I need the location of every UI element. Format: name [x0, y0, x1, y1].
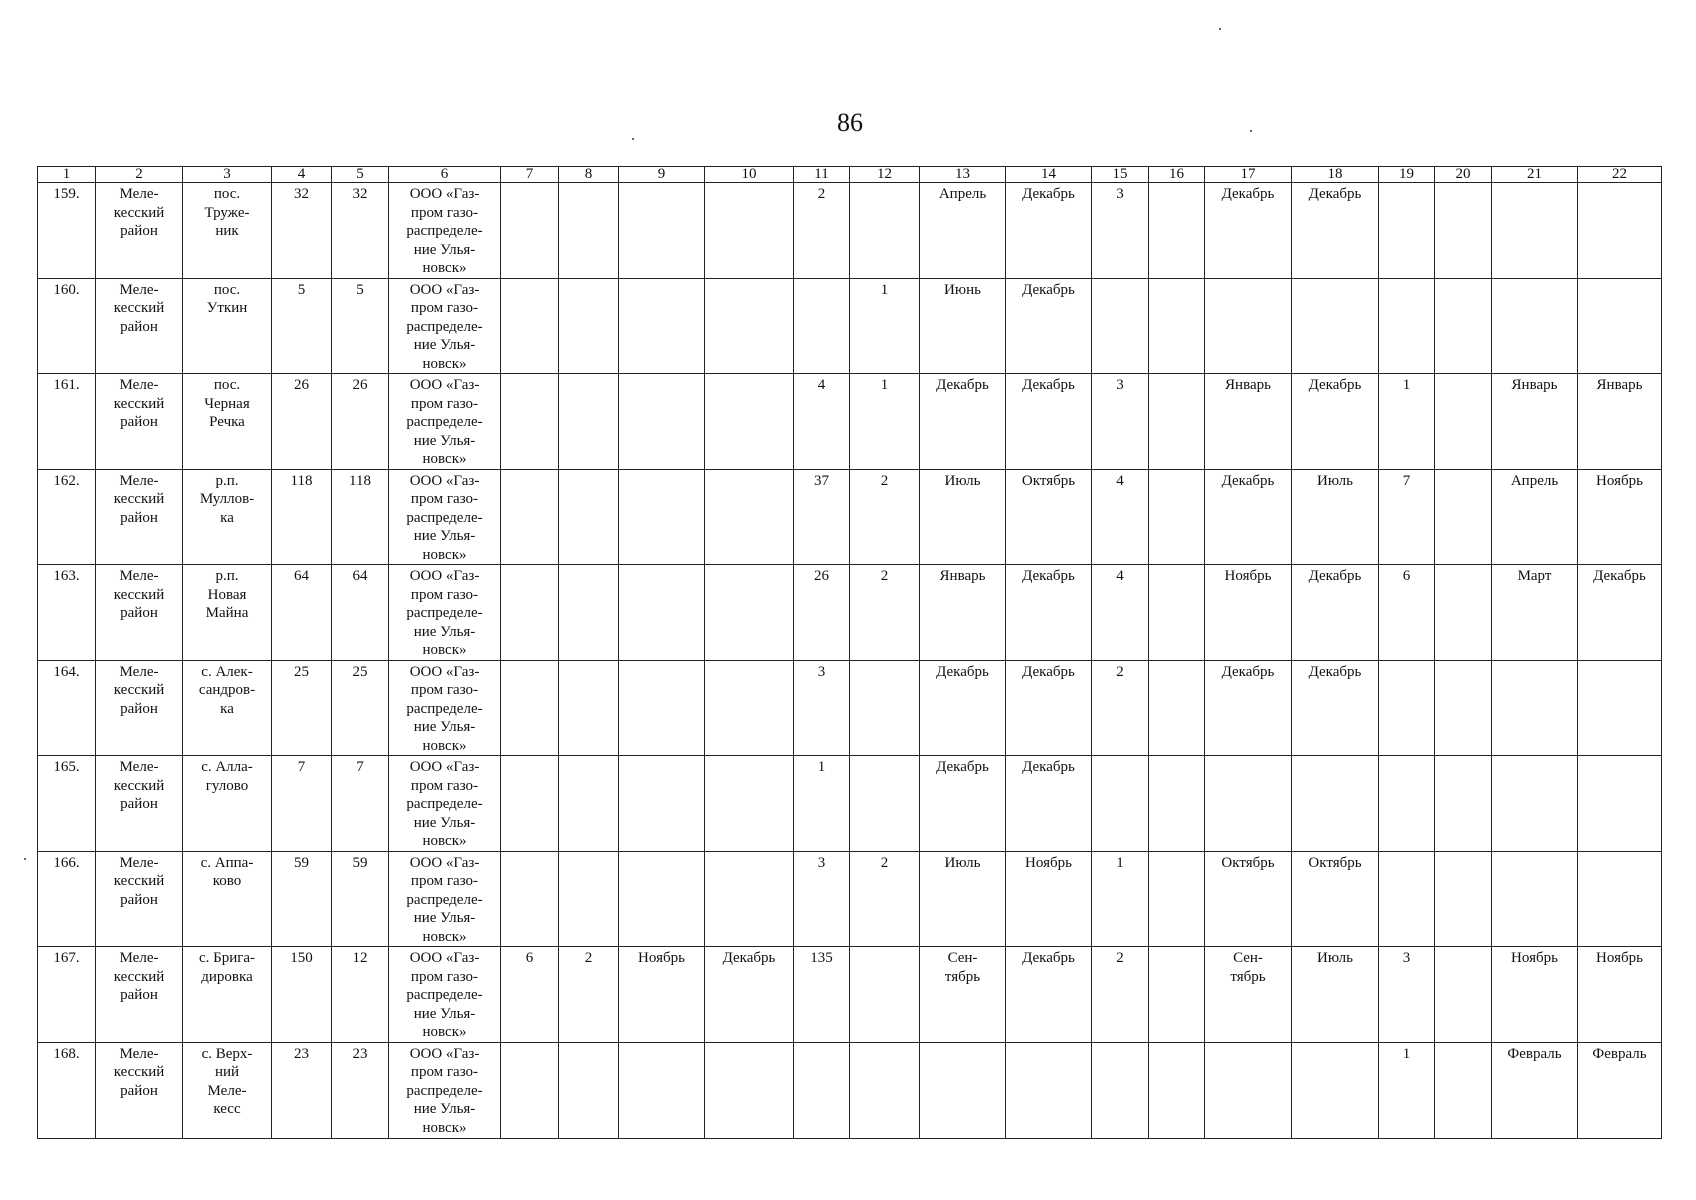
- table-cell-col-20: [1435, 947, 1492, 1043]
- table-cell-col-20: [1435, 565, 1492, 661]
- table-cell-col-16: [1149, 947, 1205, 1043]
- table-cell-col-14: Декабрь: [1006, 660, 1092, 756]
- table-cell-col-9: [619, 565, 705, 661]
- table-cell-col-1: 159.: [38, 183, 96, 279]
- table-cell-col-13: Июль: [920, 469, 1006, 565]
- table-cell-col-21: [1492, 851, 1578, 947]
- col-header-4: 4: [272, 167, 332, 183]
- table-cell-col-12: [850, 756, 920, 852]
- table-cell-col-1: 167.: [38, 947, 96, 1043]
- table-cell-col-14: Ноябрь: [1006, 851, 1092, 947]
- table-cell-col-20: [1435, 183, 1492, 279]
- table-cell-col-15: 3: [1092, 183, 1149, 279]
- col-header-6: 6: [389, 167, 501, 183]
- table-cell-col-10: [705, 183, 794, 279]
- table-cell-col-13: Июнь: [920, 278, 1006, 374]
- table-cell-col-20: [1435, 756, 1492, 852]
- col-header-21: 21: [1492, 167, 1578, 183]
- table-cell-col-15: [1092, 278, 1149, 374]
- col-header-2: 2: [96, 167, 183, 183]
- table-cell-col-10: [705, 278, 794, 374]
- table-cell-col-1: 162.: [38, 469, 96, 565]
- table-cell-col-9: [619, 183, 705, 279]
- table-row: [38, 469, 1662, 565]
- table-cell-col-17: Декабрь: [1205, 660, 1292, 756]
- table-cell-col-22: [1578, 851, 1662, 947]
- table-cell-col-5: 23: [332, 1042, 389, 1138]
- table-cell-col-22: Январь: [1578, 374, 1662, 470]
- table-cell-col-1: 160.: [38, 278, 96, 374]
- table-cell-col-21: [1492, 278, 1578, 374]
- table-cell-col-19: 1: [1379, 1042, 1435, 1138]
- table-row: [38, 1042, 1662, 1138]
- table-cell-col-4: 59: [272, 851, 332, 947]
- table-cell-col-3: с. Алла- гулово: [183, 756, 272, 852]
- table-cell-col-7: [501, 1042, 559, 1138]
- table-cell-col-19: [1379, 756, 1435, 852]
- table-cell-col-5: 12: [332, 947, 389, 1043]
- table-cell-col-8: [559, 1042, 619, 1138]
- table-cell-col-9: [619, 851, 705, 947]
- table-cell-col-17: [1205, 278, 1292, 374]
- table-cell-col-8: [559, 278, 619, 374]
- col-header-20: 20: [1435, 167, 1492, 183]
- scan-speck: [632, 138, 634, 140]
- table-cell-col-18: [1292, 278, 1379, 374]
- table-cell-col-4: 5: [272, 278, 332, 374]
- table-cell-col-2: Меле- кесский район: [96, 374, 183, 470]
- table-cell-col-11: [794, 1042, 850, 1138]
- table-cell-col-21: [1492, 183, 1578, 279]
- table-cell-col-5: 7: [332, 756, 389, 852]
- table-cell-col-5: 5: [332, 278, 389, 374]
- table-cell-col-17: [1205, 756, 1292, 852]
- table-cell-col-5: 25: [332, 660, 389, 756]
- table-row: [38, 947, 1662, 1043]
- page-number: 86: [837, 108, 863, 137]
- table-cell-col-2: Меле- кесский район: [96, 565, 183, 661]
- table-cell-col-12: 2: [850, 565, 920, 661]
- table-cell-col-4: 26: [272, 374, 332, 470]
- table-cell-col-3: с. Бригa- дировка: [183, 947, 272, 1043]
- table-cell-col-13: Декабрь: [920, 374, 1006, 470]
- table-cell-col-6: ООО «Газ- пром газо- распределе- ние Улья- новск»: [389, 374, 501, 470]
- col-header-15: 15: [1092, 167, 1149, 183]
- table-cell-col-13: Декабрь: [920, 756, 1006, 852]
- table-row: [38, 565, 1662, 661]
- table-cell-col-13: Январь: [920, 565, 1006, 661]
- table-cell-col-19: [1379, 851, 1435, 947]
- table-cell-col-7: [501, 183, 559, 279]
- table-cell-col-14: Декабрь: [1006, 278, 1092, 374]
- table-cell-col-3: пос. Труже- ник: [183, 183, 272, 279]
- table-cell-col-12: [850, 183, 920, 279]
- table-cell-col-18: Декабрь: [1292, 183, 1379, 279]
- table-cell-col-6: ООО «Газ- пром газо- распределе- ние Улья- новск»: [389, 278, 501, 374]
- col-header-18: 18: [1292, 167, 1379, 183]
- table-cell-col-8: [559, 565, 619, 661]
- table-cell-col-11: [794, 278, 850, 374]
- table-cell-col-19: 3: [1379, 947, 1435, 1043]
- col-header-5: 5: [332, 167, 389, 183]
- table-cell-col-3: р.п. Новая Майна: [183, 565, 272, 661]
- table-cell-col-6: ООО «Газ- пром газо- распределе- ние Улья- новск»: [389, 1042, 501, 1138]
- table-cell-col-15: 2: [1092, 660, 1149, 756]
- table-cell-col-22: Ноябрь: [1578, 947, 1662, 1043]
- col-header-12: 12: [850, 167, 920, 183]
- scan-speck: [24, 858, 26, 860]
- table-cell-col-9: [619, 469, 705, 565]
- table-row: [38, 278, 1662, 374]
- table-cell-col-4: 25: [272, 660, 332, 756]
- table-cell-col-3: р.п. Муллов- ка: [183, 469, 272, 565]
- table-cell-col-14: Декабрь: [1006, 183, 1092, 279]
- table-cell-col-18: Декабрь: [1292, 565, 1379, 661]
- table-cell-col-17: Октябрь: [1205, 851, 1292, 947]
- table-cell-col-20: [1435, 374, 1492, 470]
- table-cell-col-5: 26: [332, 374, 389, 470]
- table-cell-col-20: [1435, 1042, 1492, 1138]
- table-cell-col-12: [850, 947, 920, 1043]
- table-cell-col-18: Июль: [1292, 947, 1379, 1043]
- table-cell-col-17: Декабрь: [1205, 469, 1292, 565]
- col-header-13: 13: [920, 167, 1006, 183]
- table-cell-col-19: [1379, 183, 1435, 279]
- table-cell-col-18: [1292, 756, 1379, 852]
- col-header-10: 10: [705, 167, 794, 183]
- table-cell-col-11: 1: [794, 756, 850, 852]
- table-cell-col-12: [850, 1042, 920, 1138]
- table-cell-col-8: [559, 660, 619, 756]
- table-cell-col-10: [705, 374, 794, 470]
- table-cell-col-17: Сен- тябрь: [1205, 947, 1292, 1043]
- table-cell-col-21: Январь: [1492, 374, 1578, 470]
- table-cell-col-18: [1292, 1042, 1379, 1138]
- table-cell-col-1: 161.: [38, 374, 96, 470]
- table-cell-col-7: [501, 565, 559, 661]
- table-cell-col-15: 1: [1092, 851, 1149, 947]
- table-cell-col-16: [1149, 1042, 1205, 1138]
- table-cell-col-13: Апрель: [920, 183, 1006, 279]
- table-cell-col-1: 164.: [38, 660, 96, 756]
- table-cell-col-21: Февраль: [1492, 1042, 1578, 1138]
- table-cell-col-3: с. Алек- сандров- ка: [183, 660, 272, 756]
- table-cell-col-9: Ноябрь: [619, 947, 705, 1043]
- table-row: [38, 183, 1662, 279]
- table-cell-col-10: [705, 469, 794, 565]
- table-cell-col-3: с. Верх- ний Меле- кесс: [183, 1042, 272, 1138]
- table-cell-col-15: 3: [1092, 374, 1149, 470]
- table-cell-col-4: 118: [272, 469, 332, 565]
- table-cell-col-16: [1149, 374, 1205, 470]
- col-header-19: 19: [1379, 167, 1435, 183]
- table-cell-col-8: [559, 851, 619, 947]
- header-row: [38, 167, 1662, 183]
- table-cell-col-10: [705, 660, 794, 756]
- table-cell-col-18: Октябрь: [1292, 851, 1379, 947]
- table-cell-col-11: 3: [794, 851, 850, 947]
- table-cell-col-20: [1435, 278, 1492, 374]
- table-cell-col-11: 135: [794, 947, 850, 1043]
- table-cell-col-6: ООО «Газ- пром газо- распределе- ние Улья- новск»: [389, 851, 501, 947]
- table-cell-col-12: 1: [850, 278, 920, 374]
- col-header-16: 16: [1149, 167, 1205, 183]
- scan-speck: [1250, 130, 1252, 132]
- table-row: [38, 851, 1662, 947]
- table-cell-col-6: ООО «Газ- пром газо- распределе- ние Улья- новск»: [389, 183, 501, 279]
- table-cell-col-6: ООО «Газ- пром газо- распределе- ние Улья- новск»: [389, 947, 501, 1043]
- col-header-8: 8: [559, 167, 619, 183]
- col-header-17: 17: [1205, 167, 1292, 183]
- table-cell-col-13: Июль: [920, 851, 1006, 947]
- table-cell-col-9: [619, 278, 705, 374]
- table-cell-col-14: Декабрь: [1006, 947, 1092, 1043]
- col-header-22: 22: [1578, 167, 1662, 183]
- table-cell-col-8: [559, 183, 619, 279]
- table-cell-col-4: 23: [272, 1042, 332, 1138]
- table-cell-col-6: ООО «Газ- пром газо- распределе- ние Улья- новск»: [389, 469, 501, 565]
- table-row: [38, 756, 1662, 852]
- table-cell-col-13: [920, 1042, 1006, 1138]
- table-cell-col-7: [501, 851, 559, 947]
- table-cell-col-18: Июль: [1292, 469, 1379, 565]
- table-cell-col-21: Апрель: [1492, 469, 1578, 565]
- table-cell-col-19: 1: [1379, 374, 1435, 470]
- col-header-9: 9: [619, 167, 705, 183]
- table-cell-col-2: Меле- кесский район: [96, 469, 183, 565]
- table-cell-col-3: пос. Уткин: [183, 278, 272, 374]
- table-cell-col-12: [850, 660, 920, 756]
- data-table: [37, 166, 1662, 1139]
- table-cell-col-20: [1435, 469, 1492, 565]
- table-cell-col-22: Декабрь: [1578, 565, 1662, 661]
- table-cell-col-9: [619, 756, 705, 852]
- table-cell-col-13: Сен- тябрь: [920, 947, 1006, 1043]
- table-cell-col-19: 6: [1379, 565, 1435, 661]
- table-cell-col-10: [705, 756, 794, 852]
- table-cell-col-1: 165.: [38, 756, 96, 852]
- table-cell-col-8: [559, 756, 619, 852]
- table-cell-col-11: 3: [794, 660, 850, 756]
- table-cell-col-18: Декабрь: [1292, 660, 1379, 756]
- table-cell-col-22: [1578, 756, 1662, 852]
- table-cell-col-14: Декабрь: [1006, 756, 1092, 852]
- table-cell-col-15: 2: [1092, 947, 1149, 1043]
- table-cell-col-2: Меле- кесский район: [96, 947, 183, 1043]
- table-cell-col-20: [1435, 660, 1492, 756]
- col-header-11: 11: [794, 167, 850, 183]
- table-cell-col-11: 26: [794, 565, 850, 661]
- table-cell-col-1: 168.: [38, 1042, 96, 1138]
- table-cell-col-20: [1435, 851, 1492, 947]
- col-header-3: 3: [183, 167, 272, 183]
- table-cell-col-11: 4: [794, 374, 850, 470]
- table-cell-col-2: Меле- кесский район: [96, 183, 183, 279]
- table-cell-col-13: Декабрь: [920, 660, 1006, 756]
- table-cell-col-10: [705, 851, 794, 947]
- table-cell-col-17: Ноябрь: [1205, 565, 1292, 661]
- table-cell-col-22: Ноябрь: [1578, 469, 1662, 565]
- table-cell-col-22: [1578, 183, 1662, 279]
- table-cell-col-17: Декабрь: [1205, 183, 1292, 279]
- table-cell-col-2: Меле- кесский район: [96, 278, 183, 374]
- table-cell-col-4: 32: [272, 183, 332, 279]
- table-cell-col-19: [1379, 278, 1435, 374]
- table-cell-col-22: [1578, 660, 1662, 756]
- table-cell-col-2: Меле- кесский район: [96, 851, 183, 947]
- table-cell-col-15: 4: [1092, 565, 1149, 661]
- table-cell-col-21: [1492, 660, 1578, 756]
- table-cell-col-5: 64: [332, 565, 389, 661]
- table-cell-col-6: ООО «Газ- пром газо- распределе- ние Улья- новск»: [389, 565, 501, 661]
- table-cell-col-16: [1149, 756, 1205, 852]
- table-cell-col-7: [501, 469, 559, 565]
- table-cell-col-16: [1149, 851, 1205, 947]
- col-header-1: 1: [38, 167, 96, 183]
- table-cell-col-7: [501, 756, 559, 852]
- table-cell-col-3: пос. Черная Речка: [183, 374, 272, 470]
- table-cell-col-21: Ноябрь: [1492, 947, 1578, 1043]
- scan-speck: [1219, 28, 1221, 30]
- table-cell-col-10: Декабрь: [705, 947, 794, 1043]
- table-cell-col-14: Декабрь: [1006, 565, 1092, 661]
- table-cell-col-11: 37: [794, 469, 850, 565]
- table-cell-col-2: Меле- кесский район: [96, 756, 183, 852]
- table-cell-col-2: Меле- кесский район: [96, 1042, 183, 1138]
- table-cell-col-16: [1149, 183, 1205, 279]
- table-cell-col-9: [619, 374, 705, 470]
- col-header-7: 7: [501, 167, 559, 183]
- table-cell-col-6: ООО «Газ- пром газо- распределе- ние Улья- новск»: [389, 660, 501, 756]
- table-cell-col-15: [1092, 1042, 1149, 1138]
- table-cell-col-10: [705, 1042, 794, 1138]
- table-cell-col-12: 2: [850, 851, 920, 947]
- table-cell-col-4: 64: [272, 565, 332, 661]
- table-cell-col-12: 1: [850, 374, 920, 470]
- table-cell-col-7: [501, 660, 559, 756]
- table-cell-col-7: 6: [501, 947, 559, 1043]
- table-cell-col-16: [1149, 660, 1205, 756]
- table-cell-col-2: Меле- кесский район: [96, 660, 183, 756]
- table-body: [38, 183, 1662, 1139]
- table-cell-col-21: [1492, 756, 1578, 852]
- table-cell-col-17: [1205, 1042, 1292, 1138]
- table-cell-col-5: 59: [332, 851, 389, 947]
- table-cell-col-22: Февраль: [1578, 1042, 1662, 1138]
- table-cell-col-6: ООО «Газ- пром газо- распределе- ние Улья- новск»: [389, 756, 501, 852]
- table-cell-col-12: 2: [850, 469, 920, 565]
- table-cell-col-9: [619, 1042, 705, 1138]
- table-cell-col-8: [559, 469, 619, 565]
- table-cell-col-19: [1379, 660, 1435, 756]
- table-cell-col-16: [1149, 278, 1205, 374]
- table-cell-col-5: 32: [332, 183, 389, 279]
- table-cell-col-9: [619, 660, 705, 756]
- table-cell-col-16: [1149, 565, 1205, 661]
- table-row: [38, 374, 1662, 470]
- table-cell-col-18: Декабрь: [1292, 374, 1379, 470]
- table-cell-col-10: [705, 565, 794, 661]
- table-cell-col-16: [1149, 469, 1205, 565]
- table-cell-col-7: [501, 278, 559, 374]
- table-cell-col-14: Декабрь: [1006, 374, 1092, 470]
- table-cell-col-17: Январь: [1205, 374, 1292, 470]
- col-header-14: 14: [1006, 167, 1092, 183]
- table-cell-col-19: 7: [1379, 469, 1435, 565]
- table-cell-col-1: 166.: [38, 851, 96, 947]
- table-cell-col-8: 2: [559, 947, 619, 1043]
- table-cell-col-22: [1578, 278, 1662, 374]
- table-cell-col-14: Октябрь: [1006, 469, 1092, 565]
- table-cell-col-5: 118: [332, 469, 389, 565]
- table-row: [38, 660, 1662, 756]
- table-cell-col-11: 2: [794, 183, 850, 279]
- table-cell-col-15: [1092, 756, 1149, 852]
- table-cell-col-3: с. Аппа- ково: [183, 851, 272, 947]
- table-cell-col-4: 7: [272, 756, 332, 852]
- table-cell-col-7: [501, 374, 559, 470]
- table-cell-col-15: 4: [1092, 469, 1149, 565]
- table-cell-col-1: 163.: [38, 565, 96, 661]
- table-cell-col-8: [559, 374, 619, 470]
- table-cell-col-21: Март: [1492, 565, 1578, 661]
- table-cell-col-4: 150: [272, 947, 332, 1043]
- table-cell-col-14: [1006, 1042, 1092, 1138]
